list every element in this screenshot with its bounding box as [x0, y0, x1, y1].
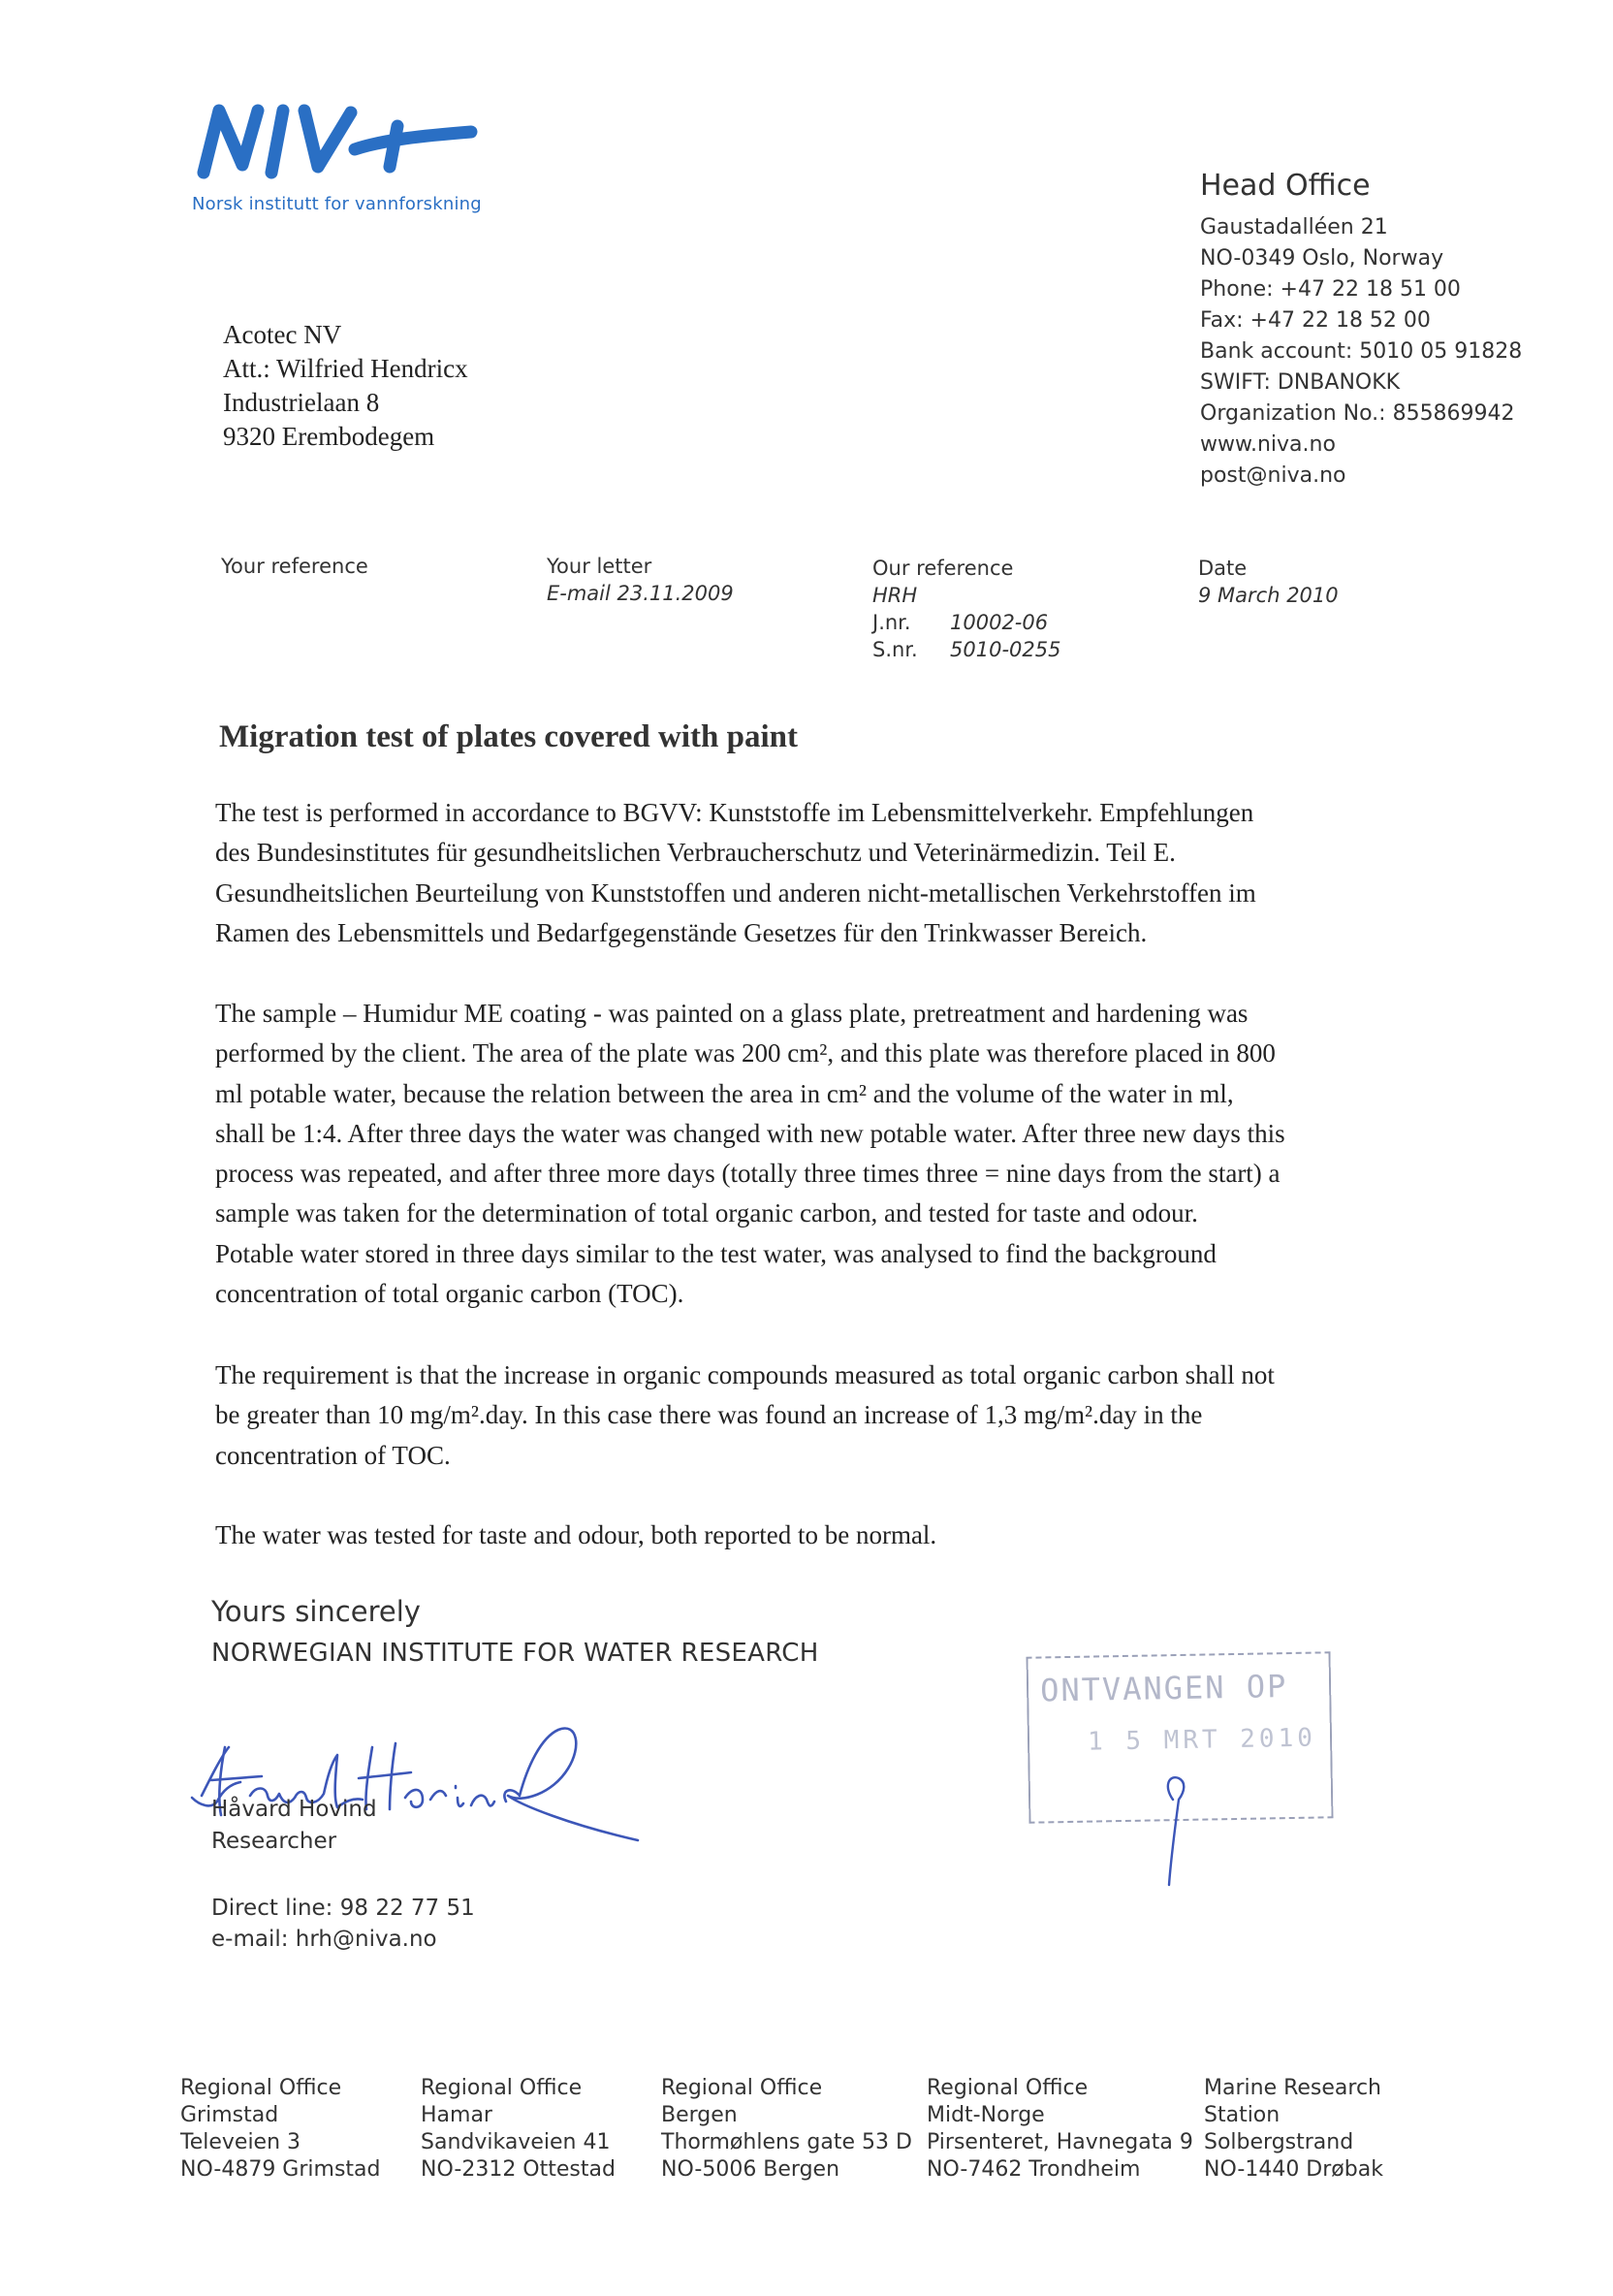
head-office-line: NO-0349 Oslo, Norway: [1200, 246, 1444, 271]
footer-office-grimstad: [180, 2075, 380, 2184]
head-office-title: Head Office: [1200, 169, 1371, 203]
stamp-initial-mark: [1028, 1654, 1347, 1897]
footer-line: NO-7462 Trondheim: [927, 2157, 1141, 2182]
paragraph-line: process was repeated, and after three more days (totally three times three = nine days from the start) a: [215, 1159, 1281, 1189]
footer-line: NO-4879 Grimstad: [180, 2157, 381, 2182]
snr-value: 5010-0255: [950, 638, 1061, 661]
paragraph-line: ml potable water, because the relation between the area in cm² and the volume of the water in ml,: [215, 1078, 1234, 1108]
closing-salutation: Yours sincerely: [211, 1595, 421, 1628]
footer-line: Televeien 3: [180, 2130, 301, 2154]
head-office-phone: Phone: +47 22 18 51 00: [1200, 277, 1461, 302]
paragraph-taste: [215, 1515, 1398, 1555]
head-office-fax: Fax: +47 22 18 52 00: [1200, 308, 1431, 333]
footer-office-hamar: [421, 2075, 616, 2184]
closing-organization: NORWEGIAN INSTITUTE FOR WATER RESEARCH: [211, 1639, 819, 1668]
footer-line: Hamar: [421, 2103, 492, 2127]
paragraph-line: concentration of total organic carbon (TOC).: [215, 1279, 684, 1309]
your-letter: [547, 553, 734, 607]
footer-line: Regional Office: [180, 2076, 342, 2100]
paragraph-line: des Bundesinstitutes für gesundheitslichen Verbraucherschutz und Veterinärmedizin. Teil E.: [215, 838, 1176, 868]
signer-title: Researcher: [211, 1829, 337, 1854]
footer-line: Station: [1204, 2103, 1281, 2127]
footer-line: Thormøhlens gate 53 D: [661, 2130, 912, 2154]
signer-block: [211, 1794, 377, 1858]
footer-line: Marine Research: [1204, 2076, 1382, 2100]
our-reference: [872, 555, 1060, 663]
your-letter-value: E-mail 23.11.2009: [547, 582, 734, 605]
paragraph-requirement: [215, 1355, 1398, 1476]
contact-email: e-mail: hrh@niva.no: [211, 1927, 437, 1952]
footer-line: Bergen: [661, 2103, 738, 2127]
recipient-attention: Att.: Wilfried Hendricx: [223, 354, 468, 383]
snr-row: [872, 636, 1060, 663]
head-office-line: Gaustadalléen 21: [1200, 215, 1388, 239]
footer-line: Pirsenteret, Havnegata 9: [927, 2130, 1193, 2154]
recipient-company: Acotec NV: [223, 320, 342, 349]
paragraph-line: shall be 1:4. After three days the water was changed with new potable water. After three new days this: [215, 1118, 1285, 1148]
footer-line: NO-2312 Ottestad: [421, 2157, 616, 2182]
stamp-date: 1 5 MRT 2010: [1087, 1723, 1317, 1757]
paragraph-line: Potable water stored in three days similar to the test water, was analysed to find the background: [215, 1238, 1217, 1268]
paragraph-line: Ramen des Lebensmittels und Bedarfgegenstände Gesetzes für den Trinkwasser Bereich.: [215, 917, 1148, 947]
our-reference-value: HRH: [872, 584, 918, 607]
footer-line: NO-5006 Bergen: [661, 2157, 840, 2182]
contact-block: [211, 1893, 475, 1955]
niva-logo-mark: [190, 97, 481, 184]
paragraph-line: The requirement is that the increase in organic compounds measured as total organic carbon shall not: [215, 1360, 1275, 1389]
recipient-address: [223, 318, 468, 454]
snr-label: S.nr.: [872, 638, 918, 661]
date-value: 9 March 2010: [1198, 584, 1339, 607]
footer-line: Grimstad: [180, 2103, 279, 2127]
stamp-text: ONTVANGEN OP: [1039, 1668, 1288, 1709]
footer-line: Solbergstrand: [1204, 2130, 1354, 2154]
footer-office-bergen: [661, 2075, 912, 2184]
footer-office-midt-norge: [927, 2075, 1193, 2184]
signer-name: Håvard Hovind: [211, 1797, 377, 1822]
date-label: Date: [1198, 557, 1248, 580]
niva-logo: [190, 97, 481, 184]
jnr-value: 10002-06: [950, 611, 1049, 634]
paragraph-line: The test is performed in accordance to BGVV: Kunststoffe im Lebensmittelverkehr. Empfehlungen: [215, 798, 1254, 827]
paragraph-line: be greater than 10 mg/m².day. In this case there was found an increase of 1,3 mg/m².day in the: [215, 1400, 1203, 1430]
footer-line: Regional Office: [661, 2076, 823, 2100]
footer-line: Midt-Norge: [927, 2103, 1045, 2127]
your-reference: [221, 553, 368, 580]
footer-line: Sandvikaveien 41: [421, 2130, 611, 2154]
jnr-row: [872, 609, 1060, 636]
recipient-city: 9320 Erembodegem: [223, 422, 435, 451]
paragraph-standard: [215, 793, 1398, 953]
head-office-block: [1200, 169, 1588, 492]
letter-date: [1198, 555, 1339, 609]
paragraph-line: concentration of TOC.: [215, 1440, 451, 1470]
logo-subtitle: Norsk institutt for vannforskning: [192, 194, 482, 214]
recipient-street: Industrielaan 8: [223, 388, 380, 417]
paragraph-line: Gesundheitslichen Beurteilung von Kunststoffen und anderen nicht-metallischen Verkehrstoffen im: [215, 877, 1256, 908]
received-stamp: [1028, 1654, 1347, 1897]
footer-line: Regional Office: [927, 2076, 1089, 2100]
footer-line: Regional Office: [421, 2076, 583, 2100]
paragraph-line: performed by the client. The area of the plate was 200 cm², and this plate was therefore placed in 800: [215, 1038, 1276, 1068]
paragraph-line: The sample – Humidur ME coating - was painted on a glass plate, pretreatment and hardening was: [215, 999, 1249, 1028]
letter-subject: Migration test of plates covered with paint: [219, 719, 798, 754]
direct-line: Direct line: 98 22 77 51: [211, 1896, 475, 1921]
head-office-website: www.niva.no: [1200, 432, 1336, 457]
footer-line: NO-1440 Drøbak: [1204, 2157, 1383, 2182]
head-office-org-no: Organization No.: 855869942: [1200, 401, 1515, 426]
our-reference-label: Our reference: [872, 557, 1014, 580]
paragraph-line: sample was taken for the determination of total organic carbon, and tested for taste and odour.: [215, 1198, 1198, 1228]
paragraph-line: The water was tested for taste and odour, both reported to be normal.: [215, 1520, 937, 1549]
your-letter-label: Your letter: [547, 555, 652, 578]
head-office-bank-account: Bank account: 5010 05 91828: [1200, 339, 1523, 364]
jnr-label: J.nr.: [872, 611, 911, 634]
paragraph-sample: [215, 994, 1398, 1314]
head-office-email: post@niva.no: [1200, 463, 1346, 488]
head-office-swift: SWIFT: DNBANOKK: [1200, 370, 1401, 395]
your-reference-label: Your reference: [221, 555, 368, 578]
footer-marine-station: [1204, 2075, 1383, 2184]
